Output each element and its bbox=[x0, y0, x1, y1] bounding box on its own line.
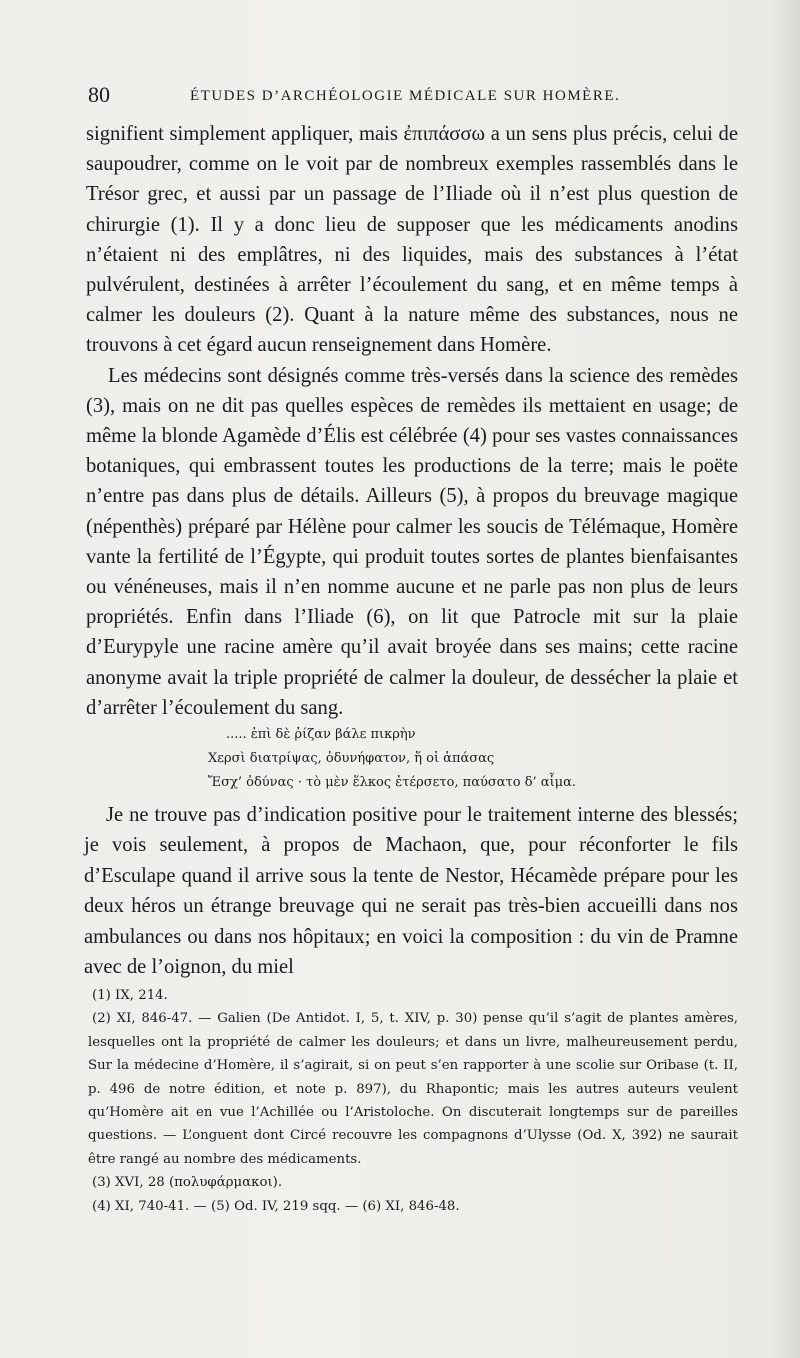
paragraph-1: signifient simplement appliquer, mais ἐπιπάσσω a un sens plus précis, celui de saupoudrer, comme on le voit par de nombreux exemples rassemblés dans le Trésor grec, et aussi par un passage de l’Iliade où il n’est plus question de chirurgie (1). Il y a donc lieu de supposer que les médicaments anodins n’étaient ni des emplâtres, ni des liquides, mais des substances à l’état pulvérulent, destinées à arrêter l’écoulement du sang, et en même temps à calmer les douleurs (2). Quant à la nature même des substances, nous ne trouvons à cet égard aucun renseignement dans Homère. bbox=[86, 123, 738, 357]
quote-line-1: ..... ἐπὶ δὲ ῥίζαν βάλε πικρὴν bbox=[226, 727, 416, 742]
page-number: 80 bbox=[88, 82, 110, 107]
footnote-1: (1) IX, 214. bbox=[92, 988, 168, 1003]
main-text-continued bbox=[84, 800, 738, 982]
paragraph-3: Je ne trouve pas d’indication positive pour le traitement interne des blessés; je vois seulement, à propos de Machaon, que, pour réconforter le fils d’Esculape quand il arrive sous la tente de Nestor, Hécamède prépare pour les deux héros un étrange breuvage qui ne serait pas très-bien accueilli dans nos ambulances ou dans nos hôpitaux; en voici la composition : du vin de Pramne avec de l’oignon, du miel bbox=[84, 804, 738, 979]
page-header bbox=[88, 82, 748, 114]
footnote-3: (3) XVI, 28 (πολυφάρμακοι). bbox=[92, 1175, 283, 1191]
footnotes bbox=[88, 984, 738, 1218]
footnote-2: (2) XI, 846-47. — Galien (De Antidot. I, 5, t. XIV, p. 30) pense qu’il s’agit de plantes amères, lesquelles ont la propriété de calmer les douleurs; et dans un livre, malheureusement perdu, Sur la médecine d’Homère, il s’agirait, si on peut s’en rapporter à une scolie sur Oribase (t. II, p. 496 de notre édition, et note p. 897), du Rhapontic; mais les autres auteurs veulent qu’Homère ait en vue l’Achillée ou l’Aristoloche. On discuterait longtemps sur de pareilles questions. — L’onguent dont Circé recouvre les compagnons d’Ulysse (Od. X, 392) ne saurait être rangé au nombre des médicaments. bbox=[88, 1011, 738, 1167]
main-text bbox=[86, 119, 738, 723]
footnote-4: (4) XI, 740-41. — (5) Od. IV, 219 sqq. — (6) XI, 846-48. bbox=[92, 1198, 460, 1214]
paragraph-2: Les médecins sont désignés comme très-versés dans la science des remèdes (3), mais on ne dit pas quelles espèces de remèdes ils mettaient en usage; de même la blonde Agamède d’Élis est célébrée (4) pour ses vastes connaissances botaniques, qui embrassent toutes les productions de la terre; mais le poëte n’entre pas dans plus de détails. Ailleurs (5), à propos du breuvage magique (népenthès) préparé par Hélène pour calmer les soucis de Télémaque, Homère vante la fertilité de l’Égypte, qui produit toutes sortes de plantes bienfaisantes ou vénéneuses, mais il n’en nomme aucune et ne parle pas non plus de leurs propriétés. Enfin dans l’Iliade (6), on lit que Patrocle mit sur la plaie d’Eurypyle une racine amère qu’il avait broyée dans ses mains; cette racine anonyme avait la triple propriété de calmer la douleur, de dessécher la plaie et d’arrêter l’écoulement du sang. bbox=[86, 364, 738, 719]
quote-line-2: Χερσὶ διατρίψας, ὀδυνήφατον, ἥ οἱ ἁπάσας bbox=[208, 751, 495, 766]
quote-line-3: Ἔσχ’ ὀδύνας · τὸ μὲν ἕλκος ἐτέρσετο, παύσατο δ’ αἷμα. bbox=[208, 775, 577, 790]
running-title: ÉTUDES D’ARCHÉOLOGIE MÉDICALE SUR HOMÈRE. bbox=[190, 88, 621, 104]
